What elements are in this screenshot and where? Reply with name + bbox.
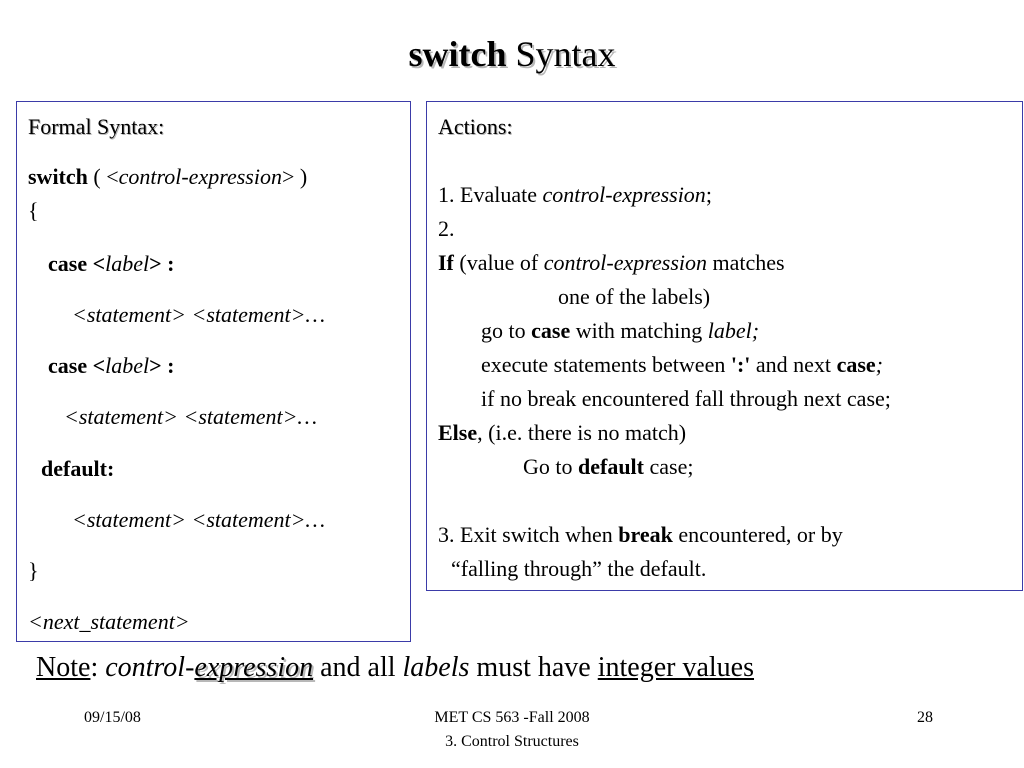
action-else-line: Else, (i.e. there is no match) [438, 420, 687, 445]
action-goto-case: go to case with matching label; [481, 318, 760, 343]
action-step-3-continuation: “falling through” the default. [451, 556, 707, 581]
footer-chapter: 3. Control Structures [445, 733, 579, 750]
title-rest: Syntax [515, 34, 616, 74]
actions-panel [426, 101, 1023, 591]
switch-line: switch ( <control-expression> ) [28, 164, 308, 189]
slide-title [0, 32, 1024, 76]
title-keyword: switch [408, 34, 507, 74]
next-statement: <next_statement> [28, 609, 190, 634]
switch-keyword: switch [28, 164, 88, 189]
note-label: Note [36, 652, 91, 683]
statements-line-1: <statement> <statement>… [72, 302, 326, 327]
formal-syntax-header: Formal Syntax: [28, 114, 165, 139]
action-step-1: 1. Evaluate control-expression; [438, 182, 712, 207]
note-line: Note: control-expression and all labels must have integer values [36, 652, 755, 683]
actions-header: Actions: [438, 114, 513, 139]
action-goto-default: Go to default case; [523, 454, 694, 479]
action-step-2: 2. [438, 216, 455, 241]
action-if-continuation: one of the labels) [558, 284, 711, 309]
open-brace: { [28, 198, 39, 223]
statements-line-2: <statement> <statement>… [64, 404, 318, 429]
formal-syntax-panel [16, 101, 411, 642]
case-line-1: case <label> : [48, 251, 175, 276]
note-expression: expression [194, 652, 314, 683]
footer-date: 09/15/08 [84, 709, 141, 726]
action-step-3: 3. Exit switch when break encountered, or by [438, 522, 843, 547]
default-label: default: [41, 456, 115, 481]
action-fallthrough: if no break encountered fall through next case; [481, 386, 891, 411]
note-integer-values: integer values [597, 652, 755, 683]
footer-course: MET CS 563 -Fall 2008 [434, 709, 590, 726]
case-line-2: case <label> : [48, 353, 175, 378]
control-expression-term: control-expression [118, 164, 282, 189]
action-if-line: If (value of control-expression matches [438, 250, 785, 275]
statements-line-3: <statement> <statement>… [72, 507, 326, 532]
footer-page-number: 28 [917, 709, 933, 726]
action-execute: execute statements between ':' and next case; [481, 352, 883, 377]
close-brace: } [28, 558, 39, 583]
